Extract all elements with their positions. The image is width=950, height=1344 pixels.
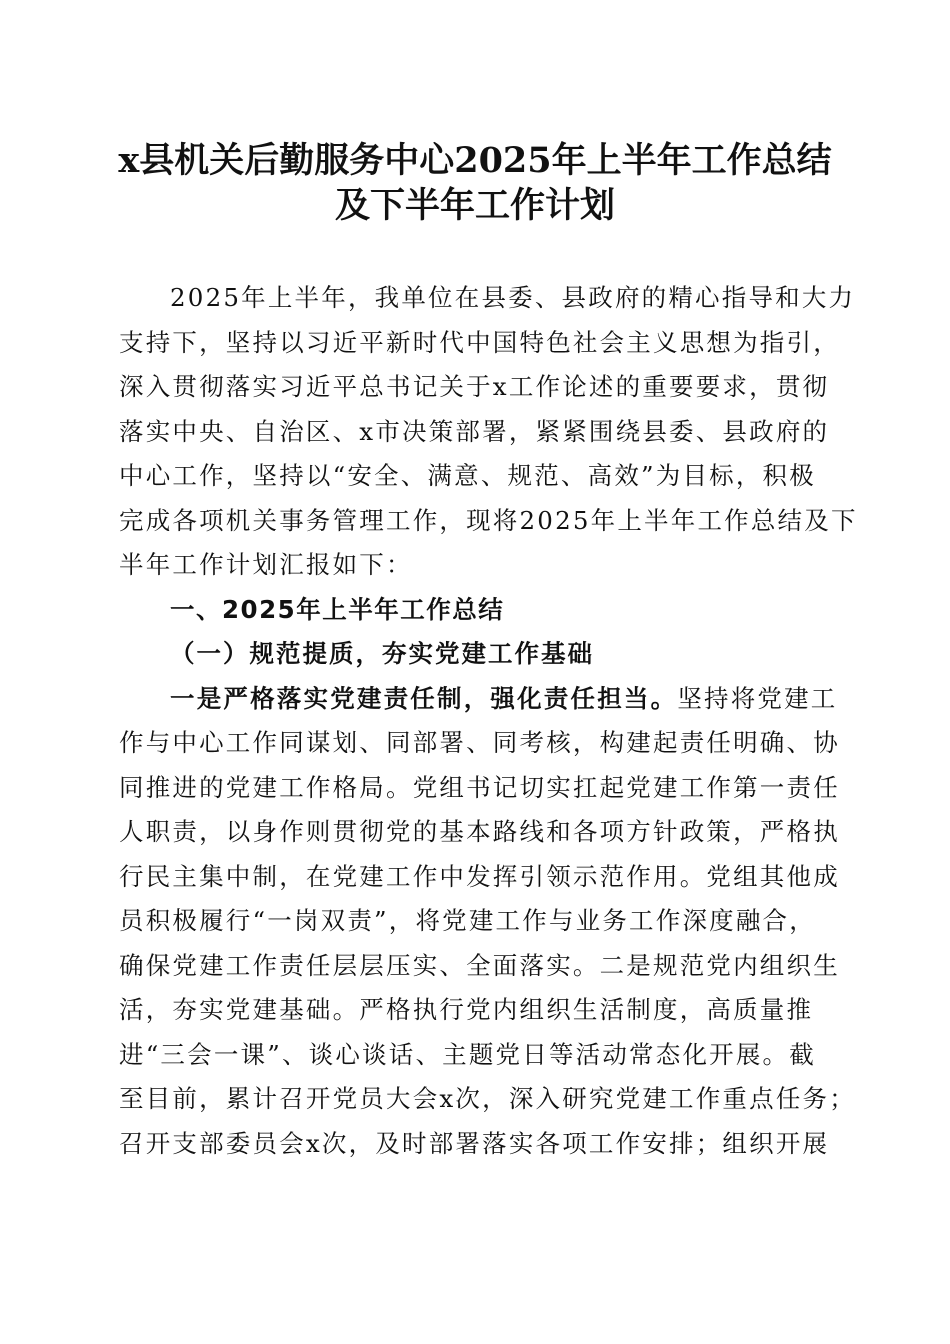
text-line: 行民主集中制，在党建工作中发挥引领示范作用。党组其他成 bbox=[119, 862, 840, 891]
text-line-lead bbox=[170, 677, 838, 721]
text-line: 完成各项机关事务管理工作，现将2025年上半年工作总结及下 bbox=[119, 506, 858, 535]
document-title-line-1: x县机关后勤服务中心2025年上半年工作总结 bbox=[118, 140, 832, 181]
lead-sentence: 一是严格落实党建责任制，强化责任担当。 bbox=[170, 684, 678, 713]
lead-rest: 坚持将党建工 bbox=[677, 684, 838, 713]
section-heading-1: 一、2025年上半年工作总结 bbox=[170, 595, 505, 624]
text-line: 召开支部委员会x次，及时部署落实各项工作安排；组织开展 bbox=[119, 1129, 830, 1158]
text-line: 作与中心工作同谋划、同部署、同考核，构建起责任明确、协 bbox=[119, 728, 840, 757]
text-line: 2025年上半年，我单位在县委、县政府的精心指导和大力 bbox=[170, 283, 856, 312]
text-line: 支持下，坚持以习近平新时代中国特色社会主义思想为指引， bbox=[119, 328, 840, 357]
text-line: 活，夯实党建基础。严格执行党内组织生活制度，高质量推 bbox=[119, 995, 814, 1024]
text-line: 中心工作，坚持以“安全、满意、规范、高效”为目标，积极 bbox=[119, 461, 816, 490]
text-line: 深入贯彻落实习近平总书记关于x工作论述的重要要求，贯彻 bbox=[119, 372, 830, 401]
section-heading-2: （一）规范提质，夯实党建工作基础 bbox=[170, 639, 594, 668]
text-line: 至目前，累计召开党员大会x次，深入研究党建工作重点任务； bbox=[119, 1084, 856, 1113]
text-line: 确保党建工作责任层层压实、全面落实。二是规范党内组织生 bbox=[119, 951, 840, 980]
document-title-line-2: 及下半年工作计划 bbox=[334, 185, 615, 226]
text-line: 半年工作计划汇报如下： bbox=[119, 550, 413, 579]
text-line: 同推进的党建工作格局。党组书记切实扛起党建工作第一责任 bbox=[119, 773, 840, 802]
text-line: 进“三会一课”、谈心谈话、主题党日等活动常态化开展。截 bbox=[119, 1040, 816, 1069]
text-line: 员积极履行“一岗双责”，将党建工作与业务工作深度融合， bbox=[119, 906, 816, 935]
text-line: 人职责，以身作则贯彻党的基本路线和各项方针政策，严格执 bbox=[119, 817, 840, 846]
text-line: 落实中央、自治区、x市决策部署，紧紧围绕县委、县政府的 bbox=[119, 417, 830, 446]
